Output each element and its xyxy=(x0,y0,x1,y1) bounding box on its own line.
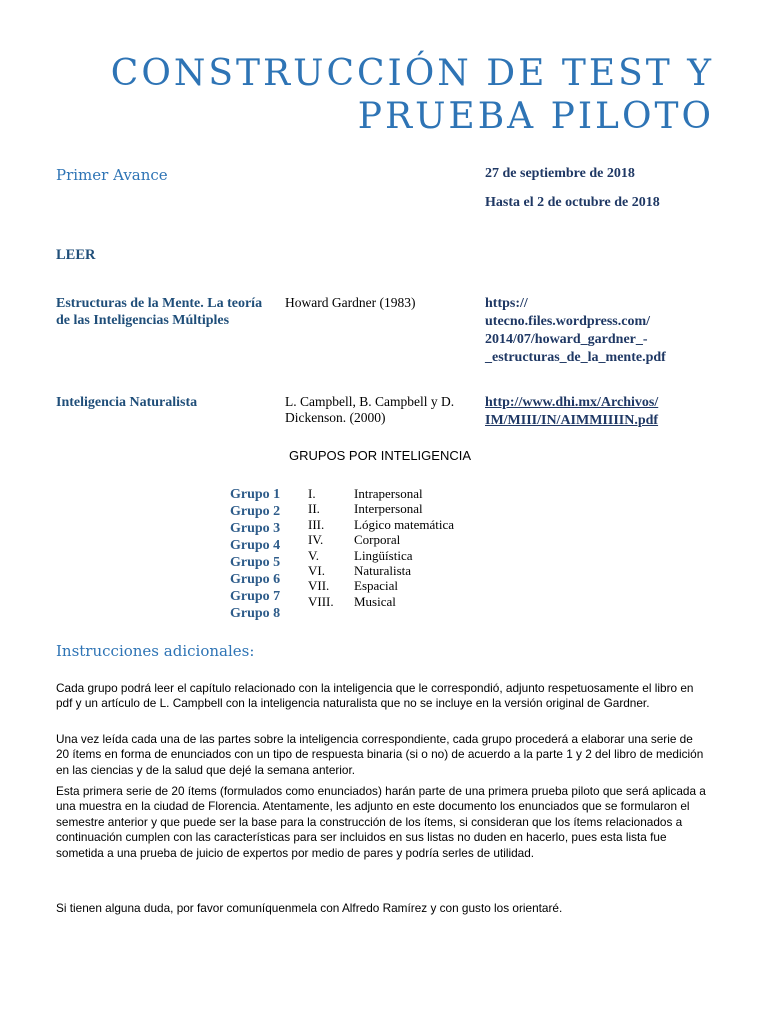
page-title xyxy=(111,52,714,138)
group-roman-numerals xyxy=(308,486,334,609)
subtitle: Primer Avance xyxy=(56,166,168,184)
group-label: Grupo 1 xyxy=(230,487,281,502)
group-label: Grupo 3 xyxy=(230,521,281,536)
roman-numeral: I. xyxy=(308,486,316,501)
reference-2-url[interactable]: http://www.dhi.mx/Archivos/ IM/MIII/IN/AIMMIIIIN.pdf xyxy=(485,395,659,428)
paragraph-4: Si tienen alguna duda, por favor comuníquenmela con Alfredo Ramírez y con gusto los orientaré. xyxy=(56,901,563,915)
reference-1-url[interactable]: https:// utecno.files.wordpress.com/ 2014/07/howard_gardner_- _estructuras_de_la_mente.pdf xyxy=(485,296,666,365)
paragraph-3: Esta primera serie de 20 ítems (formulados como enunciados) harán parte de una primera prueba piloto que será aplicada a una muestra en la ciudad de Florencia. Atentamente, les adjunto en este documento los enunciados que se formularon el semestre anterior y que puede ser la base para la construcción de los ítems, si consideran que los ítems relacionados a continuación cumplen con las características para ser incluidos en sus listas no duden en hacerlo, pues esta lista fue sometida a una prueba de juicio de expertos por medio de pares y podría serles de utilidad. xyxy=(56,784,706,860)
roman-numeral: II. xyxy=(308,501,320,517)
intelligence-name: Corporal xyxy=(354,532,401,548)
intelligence-name: Intrapersonal xyxy=(354,486,423,501)
reference-1-author: Howard Gardner (1983) xyxy=(285,295,416,310)
roman-numeral: VIII. xyxy=(308,593,334,609)
paragraph-1: Cada grupo podrá leer el capítulo relacionado con la inteligencia que le correspondió, adjunto respetuosamente el libro en pdf y un artículo de L. Campbell con la inteligencia naturalista que no se incluye en la versión original de Gardner. xyxy=(56,681,694,711)
group-intelligences xyxy=(354,486,454,609)
read-label: LEER xyxy=(56,247,96,263)
roman-numeral: V. xyxy=(308,547,319,563)
date-start: 27 de septiembre de 2018 xyxy=(485,166,635,181)
intelligence-name: Musical xyxy=(354,593,396,609)
roman-numeral: III. xyxy=(308,516,325,532)
title-line-2: PRUEBA PILOTO xyxy=(357,96,714,137)
group-labels xyxy=(230,486,280,622)
intelligence-name: Lógico matemática xyxy=(354,516,454,532)
group-label: Grupo 8 xyxy=(230,606,281,621)
instructions-heading: Instrucciones adicionales: xyxy=(56,642,255,660)
reference-1-title: Estructuras de la Mente. La teoría de las Inteligencias Múltiples xyxy=(56,296,263,328)
roman-numeral: VII. xyxy=(308,578,330,594)
roman-numeral: VI. xyxy=(308,563,325,579)
date-end: Hasta el 2 de octubre de 2018 xyxy=(485,195,660,210)
intelligence-name: Naturalista xyxy=(354,563,412,579)
group-label: Grupo 2 xyxy=(230,504,281,519)
groups-title: GRUPOS POR INTELIGENCIA xyxy=(288,448,472,463)
title-line-1: CONSTRUCCIÓN DE TEST Y xyxy=(110,53,714,94)
group-label: Grupo 5 xyxy=(230,555,281,570)
roman-numeral: IV. xyxy=(308,532,324,548)
reference-2-author: L. Campbell, B. Campbell y D. Dickenson. (2000) xyxy=(285,394,455,425)
group-label: Grupo 6 xyxy=(230,572,281,587)
reference-2-title: Inteligencia Naturalista xyxy=(56,395,198,410)
intelligence-name: Lingüística xyxy=(354,547,413,563)
intelligence-name: Espacial xyxy=(354,578,399,594)
group-label: Grupo 7 xyxy=(230,589,281,604)
paragraph-2: Una vez leída cada una de las partes sobre la inteligencia correspondiente, cada grupo procederá a elaborar una serie de 20 ítems en forma de enunciados con un tipo de respuesta binaria (si o no) de acuerdo a la parte 1 y 2 del libro de medición en las ciencias y de la salud que dejé la semana anterior. xyxy=(56,732,704,777)
group-label: Grupo 4 xyxy=(230,538,281,553)
intelligence-name: Interpersonal xyxy=(354,501,423,517)
